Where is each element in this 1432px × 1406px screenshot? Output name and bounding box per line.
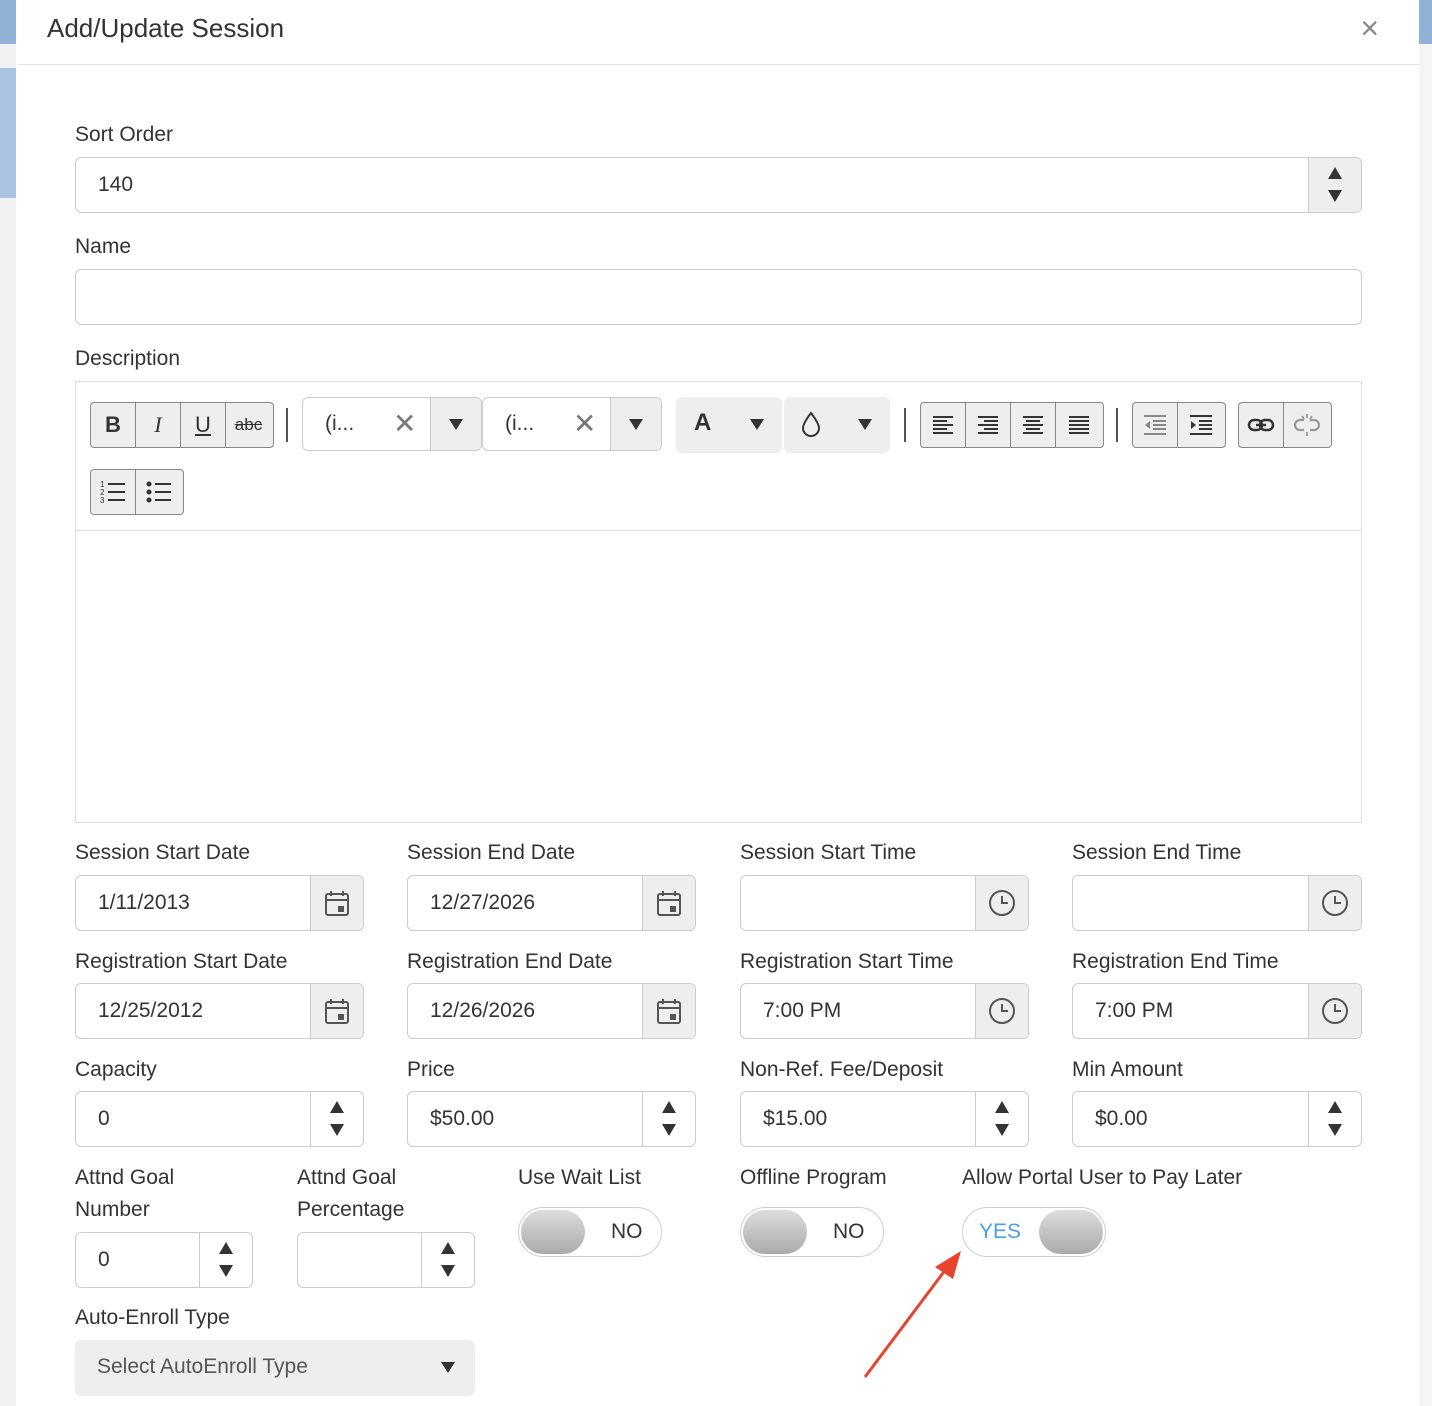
align-center-icon (1022, 415, 1044, 435)
clock-icon (1321, 889, 1349, 917)
editor-toolbar (76, 382, 1361, 531)
clock-button[interactable] (1308, 984, 1361, 1038)
font-size-select[interactable]: (i... ✕ (482, 397, 662, 451)
background-color-picker[interactable] (784, 397, 890, 453)
sort-order-input[interactable]: 140 (75, 157, 1362, 213)
non-ref-fee-input[interactable]: $15.00 (740, 1091, 1029, 1147)
text-style-group (90, 402, 274, 448)
capacity-stepper[interactable] (310, 1092, 363, 1146)
align-center-button[interactable] (1011, 403, 1056, 447)
increment-icon[interactable] (662, 1101, 676, 1113)
clock-button[interactable] (1308, 876, 1361, 930)
unlink-button[interactable] (1284, 403, 1329, 447)
modal-header (17, 0, 1419, 65)
description-editor[interactable] (75, 381, 1362, 823)
svg-text:1: 1 (100, 480, 105, 489)
toggle-knob (743, 1210, 807, 1254)
decrement-icon[interactable] (662, 1124, 676, 1136)
use-wait-list-label: Use Wait List (518, 1166, 641, 1189)
sort-order-label: Sort Order (75, 123, 174, 146)
chevron-down-icon (858, 419, 872, 430)
chevron-down-icon (750, 419, 764, 430)
clear-icon[interactable]: ✕ (573, 408, 597, 439)
increment-icon[interactable] (219, 1242, 233, 1254)
sort-order-stepper[interactable] (1308, 158, 1361, 212)
price-stepper[interactable] (642, 1092, 695, 1146)
insert-link-button[interactable] (1239, 403, 1284, 447)
unordered-list-button[interactable] (136, 470, 181, 514)
indent-button[interactable] (1178, 403, 1223, 447)
bold-button[interactable]: B (91, 403, 136, 447)
close-button[interactable]: × (1360, 10, 1379, 46)
calendar-icon (656, 997, 682, 1025)
session-end-date-input[interactable]: 12/27/2026 (407, 875, 696, 931)
attnd-goal-number-stepper[interactable] (199, 1233, 252, 1287)
justify-button[interactable] (1056, 403, 1101, 447)
decrement-icon[interactable] (1328, 1124, 1342, 1136)
offline-program-label: Offline Program (740, 1166, 887, 1189)
calendar-button[interactable] (642, 984, 695, 1038)
clock-icon (1321, 997, 1349, 1025)
list-group (90, 469, 184, 515)
description-label: Description (75, 347, 181, 370)
name-label: Name (75, 235, 132, 258)
registration-start-time-label: Registration Start Time (740, 950, 954, 973)
increment-icon[interactable] (330, 1101, 344, 1113)
session-start-time-label: Session Start Time (740, 841, 917, 864)
registration-end-time-label: Registration End Time (1072, 950, 1279, 973)
attnd-goal-number-label: Attnd Goal Number (75, 1166, 175, 1221)
capacity-label: Capacity (75, 1058, 157, 1081)
increment-icon[interactable] (995, 1101, 1009, 1113)
session-end-time-label: Session End Time (1072, 841, 1242, 864)
outdent-button[interactable] (1133, 403, 1178, 447)
underline-button[interactable]: U (181, 403, 226, 447)
calendar-button[interactable] (310, 876, 363, 930)
clear-icon[interactable]: ✕ (393, 408, 417, 439)
registration-end-date-input[interactable]: 12/26/2026 (407, 983, 696, 1039)
attnd-goal-percentage-input[interactable] (297, 1232, 475, 1288)
registration-start-date-label: Registration Start Date (75, 950, 288, 973)
use-wait-list-toggle[interactable]: NO (518, 1207, 662, 1257)
indent-group (1132, 402, 1226, 448)
attnd-goal-percentage-stepper[interactable] (421, 1233, 474, 1287)
session-end-time-input[interactable] (1072, 875, 1362, 931)
auto-enroll-type-select[interactable]: Select AutoEnroll Type (75, 1340, 475, 1396)
italic-button[interactable]: I (136, 403, 181, 447)
allow-pay-later-label: Allow Portal User to Pay Later (962, 1166, 1243, 1189)
font-color-icon: A (694, 409, 712, 436)
non-ref-fee-label: Non-Ref. Fee/Deposit (740, 1058, 944, 1081)
increment-icon[interactable] (441, 1242, 455, 1254)
align-right-button[interactable] (966, 403, 1011, 447)
chevron-down-icon (449, 419, 463, 430)
toggle-knob (521, 1210, 585, 1254)
capacity-input[interactable]: 0 (75, 1091, 364, 1147)
droplet-icon (800, 411, 822, 437)
calendar-button[interactable] (310, 984, 363, 1038)
registration-end-date-label: Registration End Date (407, 950, 613, 973)
registration-end-time-input[interactable]: 7:00 PM (1072, 983, 1362, 1039)
unlink-icon (1293, 413, 1321, 437)
session-start-time-input[interactable] (740, 875, 1029, 931)
price-input[interactable]: $50.00 (407, 1091, 696, 1147)
background-page-right (1418, 0, 1432, 1406)
allow-pay-later-toggle[interactable]: YES (962, 1207, 1106, 1257)
increment-icon[interactable] (1328, 167, 1342, 179)
outdent-icon (1143, 414, 1167, 436)
strikethrough-button[interactable]: abc (234, 415, 263, 434)
clock-icon (988, 997, 1016, 1025)
toggle-knob (1039, 1210, 1103, 1254)
clock-icon (988, 889, 1016, 917)
calendar-icon (656, 889, 682, 917)
session-start-date-label: Session Start Date (75, 841, 251, 864)
alignment-group (920, 402, 1104, 448)
annotation-arrow (857, 1245, 967, 1385)
ordered-list-button[interactable] (91, 470, 136, 514)
min-amount-input[interactable]: $0.00 (1072, 1091, 1362, 1147)
min-amount-label: Min Amount (1072, 1058, 1183, 1081)
calendar-icon (324, 889, 350, 917)
link-group (1238, 402, 1332, 448)
session-end-date-label: Session End Date (407, 841, 576, 864)
decrement-icon[interactable] (219, 1265, 233, 1277)
clock-button[interactable] (975, 984, 1028, 1038)
link-icon (1247, 416, 1275, 434)
chevron-down-icon (441, 1362, 455, 1373)
modal-title: Add/Update Session (47, 13, 285, 43)
registration-start-date-input[interactable]: 12/25/2012 (75, 983, 364, 1039)
decrement-icon[interactable] (1328, 190, 1342, 202)
offline-program-toggle[interactable]: NO (740, 1207, 884, 1257)
decrement-icon[interactable] (995, 1124, 1009, 1136)
unordered-list-icon (146, 479, 172, 505)
align-left-icon (932, 415, 954, 435)
chevron-down-icon (629, 419, 643, 430)
attnd-goal-percentage-label: Attnd Goal Percentage (297, 1166, 405, 1221)
calendar-button[interactable] (642, 876, 695, 930)
add-update-session-modal (17, 0, 1419, 1406)
name-input[interactable] (75, 269, 1362, 325)
indent-icon (1189, 414, 1213, 436)
price-label: Price (407, 1058, 455, 1081)
align-left-button[interactable] (921, 403, 966, 447)
font-family-select[interactable]: (i... ✕ (302, 397, 482, 451)
justify-icon (1068, 415, 1090, 435)
attnd-goal-number-input[interactable]: 0 (75, 1232, 253, 1288)
svg-text:3: 3 (100, 496, 105, 505)
registration-start-time-input[interactable]: 7:00 PM (740, 983, 1029, 1039)
ordered-list-icon (100, 479, 126, 505)
decrement-icon[interactable] (330, 1124, 344, 1136)
decrement-icon[interactable] (441, 1265, 455, 1277)
clock-button[interactable] (975, 876, 1028, 930)
font-color-picker[interactable] (676, 397, 782, 453)
align-right-icon (977, 415, 999, 435)
non-ref-fee-stepper[interactable] (975, 1092, 1028, 1146)
background-page-left (0, 0, 16, 1406)
svg-text:2: 2 (100, 488, 105, 497)
calendar-icon (324, 997, 350, 1025)
auto-enroll-type-label: Auto-Enroll Type (75, 1306, 230, 1329)
session-start-date-input[interactable]: 1/11/2013 (75, 875, 364, 931)
min-amount-stepper[interactable] (1308, 1092, 1361, 1146)
increment-icon[interactable] (1328, 1101, 1342, 1113)
